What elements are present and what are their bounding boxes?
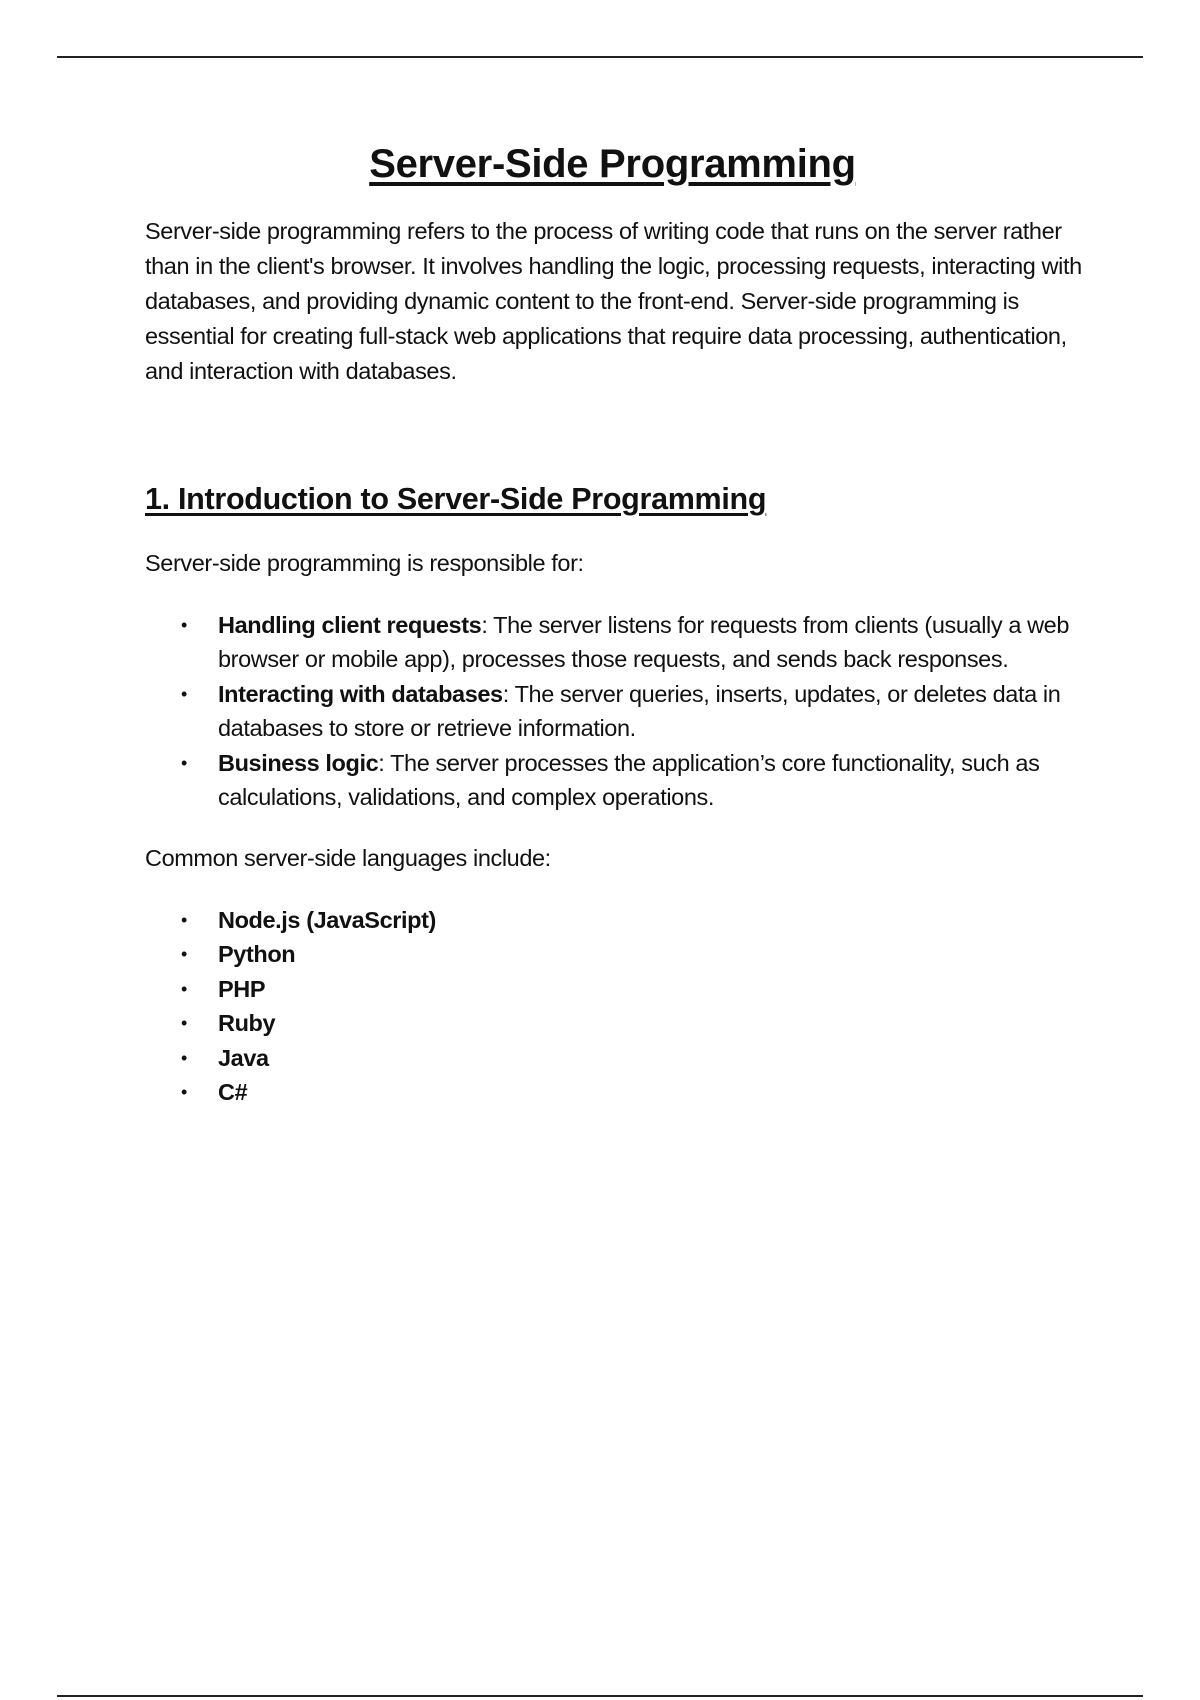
list-item-term: Business logic — [218, 749, 379, 776]
section-heading: 1. Introduction to Server-Side Programming — [145, 482, 767, 516]
list-item — [145, 903, 1095, 938]
list-item-text: : The server processes the application’s core functionality, such as calculations, validations, and complex operations. — [218, 749, 1040, 811]
list-item-text: : The server listens for requests from clients (usually a web browser or mobile app), processes those requests, and sends back responses. — [218, 611, 1070, 673]
language-name: Ruby — [218, 1010, 276, 1037]
footer-rule — [57, 1695, 1143, 1697]
bullet-icon: • — [181, 683, 187, 704]
responsibilities-list — [145, 608, 1095, 815]
list-item — [145, 608, 1095, 677]
list-item — [145, 677, 1095, 746]
language-name: Java — [218, 1044, 269, 1071]
list-item-text: : The server queries, inserts, updates, or deletes data in databases to store or retrieve information. — [218, 680, 1061, 742]
bullet-icon: • — [181, 614, 187, 635]
list-item — [145, 972, 1095, 1007]
bullet-icon: • — [181, 752, 187, 773]
bullet-icon: • — [181, 909, 187, 930]
bullet-icon: • — [181, 1013, 187, 1034]
bullet-icon: • — [181, 978, 187, 999]
language-name: PHP — [218, 975, 266, 1002]
document-title: Server-Side Programming — [369, 142, 856, 186]
bullet-icon: • — [181, 1047, 187, 1068]
list-item — [145, 937, 1095, 972]
bullet-icon: • — [181, 1082, 187, 1103]
intro-paragraph: Server-side programming refers to the process of writing code that runs on the server rather than in the client's browser. It involves handling the logic, processing requests, interacting with databases, and providing dynamic content to the front-end. Server-side programming is essential for creating full-stack web applications that require data processing, authentication, and interaction with databases. — [145, 218, 1082, 384]
list-item — [145, 1006, 1095, 1041]
list-item-term: Interacting with databases — [218, 680, 503, 707]
bullet-icon: • — [181, 944, 187, 965]
list-item — [145, 1075, 1095, 1110]
header-rule — [57, 56, 1143, 58]
language-name: Node.js (JavaScript) — [218, 906, 436, 933]
responsibilities-lead: Server-side programming is responsible for: — [145, 549, 584, 576]
language-name: C# — [218, 1079, 248, 1106]
list-item — [145, 746, 1095, 815]
language-name: Python — [218, 941, 296, 968]
document-page — [145, 140, 1095, 1110]
list-item-term: Handling client requests — [218, 611, 482, 638]
languages-list — [145, 903, 1095, 1110]
list-item — [145, 1041, 1095, 1076]
languages-lead: Common server-side languages include: — [145, 844, 551, 871]
